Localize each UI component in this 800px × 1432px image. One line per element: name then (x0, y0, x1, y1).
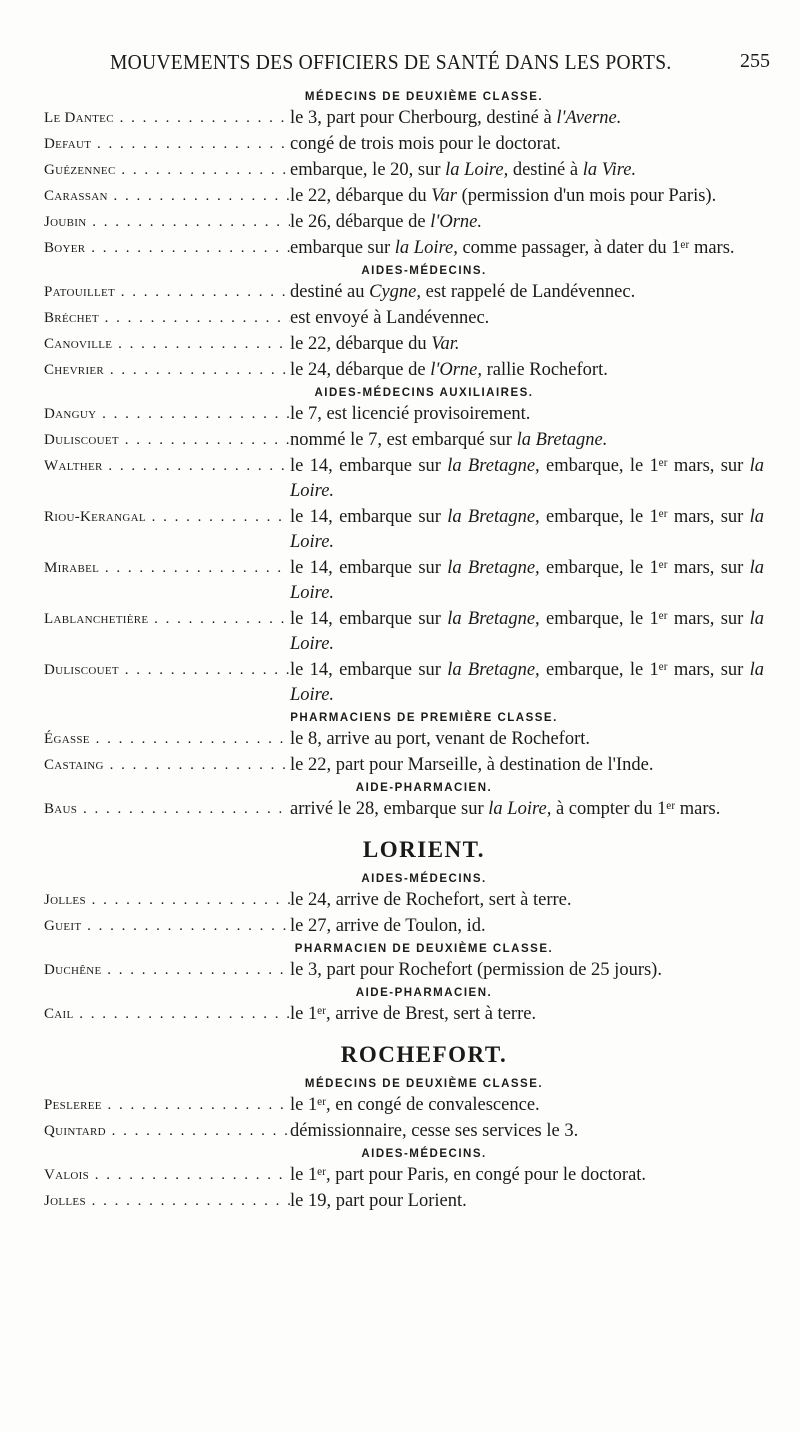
movement-fragment: rallie Rochefort. (481, 360, 608, 380)
movement-fragment: embarque sur (290, 238, 395, 258)
officer-entry (44, 236, 764, 261)
officer-entry (44, 428, 764, 453)
officer-entry (44, 505, 764, 555)
page-number: 255 (740, 50, 770, 72)
ship-name: la Loire. (290, 456, 765, 501)
officer-entry (44, 727, 764, 752)
movement-text (290, 132, 764, 157)
officer-entry (44, 753, 764, 778)
movement-fragment: nommé le 7, est embarqué sur (290, 430, 517, 450)
officer-name: Carassan . . . (44, 184, 290, 209)
movement-text (290, 158, 764, 183)
rank-heading: PHARMACIEN DE DEUXIÈME CLASSE. (294, 943, 554, 955)
officer-entry (44, 280, 764, 305)
officer-name: Duliscouet . . . (44, 658, 290, 708)
movement-fragment: comme passager, à dater du 1ᵉʳ mars. (457, 238, 735, 258)
movement-text (290, 280, 764, 305)
movement-fragment: le 24, débarque de (290, 360, 431, 380)
page-title: MOUVEMENTS DES OFFICIERS DE SANTÉ DANS LES PORTS. (110, 50, 672, 74)
officer-entry (44, 958, 764, 983)
movement-text (290, 888, 764, 913)
officer-name: Defaut . . . (44, 132, 290, 157)
rank-heading: AIDES-MÉDECINS. (361, 265, 487, 277)
movement-fragment: le 1ᵉʳ, part pour Paris, en congé pour le doctorat. (290, 1165, 647, 1185)
officer-entry (44, 888, 764, 913)
movement-text (290, 753, 764, 778)
officer-entry (44, 607, 764, 657)
movement-fragment: le 3, part pour Cherbourg, destiné à (290, 108, 557, 128)
ship-name: Cygne, (369, 282, 422, 302)
rank-heading: MÉDECINS DE DEUXIÈME CLASSE. (304, 1078, 544, 1090)
officer-name: Valois . . . (44, 1163, 290, 1188)
movement-fragment: le 14, embarque sur (290, 660, 448, 680)
officer-name: Le Dantec . . . (44, 106, 290, 131)
officer-entry (44, 1163, 764, 1188)
officer-name: Riou-Kerangal . . . (44, 505, 290, 555)
movement-text (290, 184, 764, 209)
movement-fragment: le 14, embarque sur (290, 609, 448, 629)
movements-list (44, 88, 764, 1215)
movement-text (290, 106, 764, 131)
ship-name: la Loire, (394, 238, 458, 258)
movement-text (290, 958, 764, 983)
officer-entry (44, 184, 764, 209)
movement-fragment: congé de trois mois pour le doctorat. (290, 134, 561, 154)
movement-fragment: embarque, le 20, sur (290, 160, 446, 180)
movement-text (290, 797, 764, 822)
movement-fragment: embarque, le 1ᵉʳ mars, sur (539, 456, 750, 476)
port-heading: ROCHEFORT. (340, 1042, 508, 1067)
movement-fragment: le 19, part pour Lorient. (290, 1191, 467, 1211)
ship-name: l'Orne, (430, 360, 482, 380)
movement-fragment: le 3, part pour Rochefort (permission de 25 jours). (290, 960, 662, 980)
movement-fragment: le 22, débarque du (290, 334, 432, 354)
officer-entry (44, 210, 764, 235)
officer-name: Chevrier . . . (44, 358, 290, 383)
movement-text (290, 210, 764, 235)
officer-name: Canoville . . . (44, 332, 290, 357)
movement-fragment: embarque, le 1ᵉʳ mars, sur (539, 558, 750, 578)
movement-text (290, 428, 764, 453)
officer-entry (44, 402, 764, 427)
officer-name: Quintard . . . (44, 1119, 290, 1144)
ship-name: la Loire. (290, 609, 765, 654)
movement-fragment: le 22, part pour Marseille, à destination de l'Inde. (290, 755, 654, 775)
ship-name: la Loire, (445, 160, 509, 180)
movement-fragment: le 14, embarque sur (290, 456, 448, 476)
rank-heading: AIDES-MÉDECINS. (361, 1148, 487, 1160)
officer-entry (44, 556, 764, 606)
movement-fragment: le 1ᵉʳ, arrive de Brest, sert à terre. (290, 1004, 537, 1024)
movement-text (290, 454, 764, 504)
officer-name: Bréchet . . . (44, 306, 290, 331)
ship-name: l'Averne. (556, 108, 622, 128)
movement-text (290, 402, 764, 427)
running-head (0, 50, 800, 80)
officer-name: Lablanchetière . . . (44, 607, 290, 657)
rank-heading: PHARMACIENS DE PREMIÈRE CLASSE. (290, 712, 558, 724)
movement-text (290, 1093, 764, 1118)
officer-entry (44, 1093, 764, 1118)
ship-name: l'Orne. (430, 212, 482, 232)
officer-name: Boyer . . . (44, 236, 290, 261)
officer-name: Mirabel . . . (44, 556, 290, 606)
officer-name: Joubin . . . (44, 210, 290, 235)
officer-entry (44, 358, 764, 383)
officer-name: Duchêne . . . (44, 958, 290, 983)
movement-text (290, 306, 764, 331)
movement-fragment: le 24, arrive de Rochefort, sert à terre. (290, 890, 572, 910)
movement-fragment: le 8, arrive au port, venant de Rochefort. (290, 729, 590, 749)
officer-name: Danguy . . . (44, 402, 290, 427)
ship-name: Var. (431, 334, 460, 354)
ship-name: la Bretagne, (447, 558, 540, 578)
officer-name: Patouillet . . . (44, 280, 290, 305)
port-heading: LORIENT. (362, 837, 486, 862)
officer-entry (44, 158, 764, 183)
officer-name: Baus . . . (44, 797, 290, 822)
officer-name: Castaing . . . (44, 753, 290, 778)
movement-text (290, 332, 764, 357)
officer-name: Égasse . . . (44, 727, 290, 752)
movement-fragment: est rappelé de Landévennec. (421, 282, 636, 302)
rank-heading: AIDES-MÉDECINS AUXILIAIRES. (314, 387, 534, 399)
movement-text (290, 236, 764, 261)
officer-name: Cail . . . (44, 1002, 290, 1027)
movement-fragment: arrivé le 28, embarque sur (290, 799, 489, 819)
officer-entry (44, 797, 764, 822)
rank-heading: AIDE-PHARMACIEN. (355, 782, 493, 794)
movement-text (290, 505, 764, 555)
ship-name: la Loire. (290, 660, 765, 705)
movement-text (290, 358, 764, 383)
officer-name: Jolles . . . (44, 888, 290, 913)
officer-entry (44, 454, 764, 504)
ship-name: la Loire. (290, 558, 765, 603)
movement-fragment: destiné au (290, 282, 370, 302)
movement-text (290, 1002, 764, 1027)
officer-name: Jolles . . . (44, 1189, 290, 1214)
officer-entry (44, 132, 764, 157)
movement-text (290, 607, 764, 657)
movement-fragment: le 1ᵉʳ, en congé de convalescence. (290, 1095, 540, 1115)
movement-text (290, 727, 764, 752)
officer-entry (44, 914, 764, 939)
officer-entry (44, 1002, 764, 1027)
officer-name: Gueit . . . (44, 914, 290, 939)
rank-heading: AIDE-PHARMACIEN. (355, 987, 493, 999)
movement-fragment: embarque, le 1ᵉʳ mars, sur (539, 609, 750, 629)
movement-fragment: le 14, embarque sur (290, 558, 448, 578)
movement-text (290, 1163, 764, 1188)
movement-fragment: est envoyé à Landévennec. (290, 308, 490, 328)
officer-entry (44, 106, 764, 131)
movement-fragment: (permission d'un mois pour Paris). (456, 186, 717, 206)
movement-text (290, 556, 764, 606)
ship-name: la Loire. (290, 507, 765, 552)
ship-name: la Bretagne, (447, 507, 540, 527)
movement-fragment: à compter du 1ᵉʳ mars. (551, 799, 721, 819)
officer-entry (44, 1119, 764, 1144)
movement-text (290, 914, 764, 939)
ship-name: la Bretagne, (447, 609, 540, 629)
movement-fragment: embarque, le 1ᵉʳ mars, sur (539, 507, 750, 527)
officer-entry (44, 306, 764, 331)
rank-heading: MÉDECINS DE DEUXIÈME CLASSE. (304, 91, 544, 103)
rank-heading: AIDES-MÉDECINS. (361, 873, 487, 885)
ship-name: la Loire, (488, 799, 552, 819)
movement-text (290, 658, 764, 708)
movement-fragment: le 22, débarque du (290, 186, 432, 206)
ship-name: la Vire. (582, 160, 637, 180)
ship-name: la Bretagne. (516, 430, 608, 450)
movement-fragment: le 27, arrive de Toulon, id. (290, 916, 486, 936)
movement-text (290, 1119, 764, 1144)
officer-name: Duliscouet . . . (44, 428, 290, 453)
ship-name: la Bretagne, (447, 660, 540, 680)
movement-fragment: démissionnaire, cesse ses services le 3. (290, 1121, 579, 1141)
movement-fragment: le 14, embarque sur (290, 507, 448, 527)
officer-entry (44, 332, 764, 357)
movement-fragment: embarque, le 1ᵉʳ mars, sur (539, 660, 750, 680)
movement-fragment: destiné à (508, 160, 583, 180)
movement-fragment: le 26, débarque de (290, 212, 431, 232)
officer-name: Guézennec . . . (44, 158, 290, 183)
movement-fragment: le 7, est licencié provisoirement. (290, 404, 531, 424)
officer-entry (44, 1189, 764, 1214)
officer-entry (44, 658, 764, 708)
officer-name: Pesleree . . . (44, 1093, 290, 1118)
ship-name: la Bretagne, (447, 456, 540, 476)
officer-name: Walther . . . (44, 454, 290, 504)
ship-name: Var (431, 186, 457, 206)
movement-text (290, 1189, 764, 1214)
